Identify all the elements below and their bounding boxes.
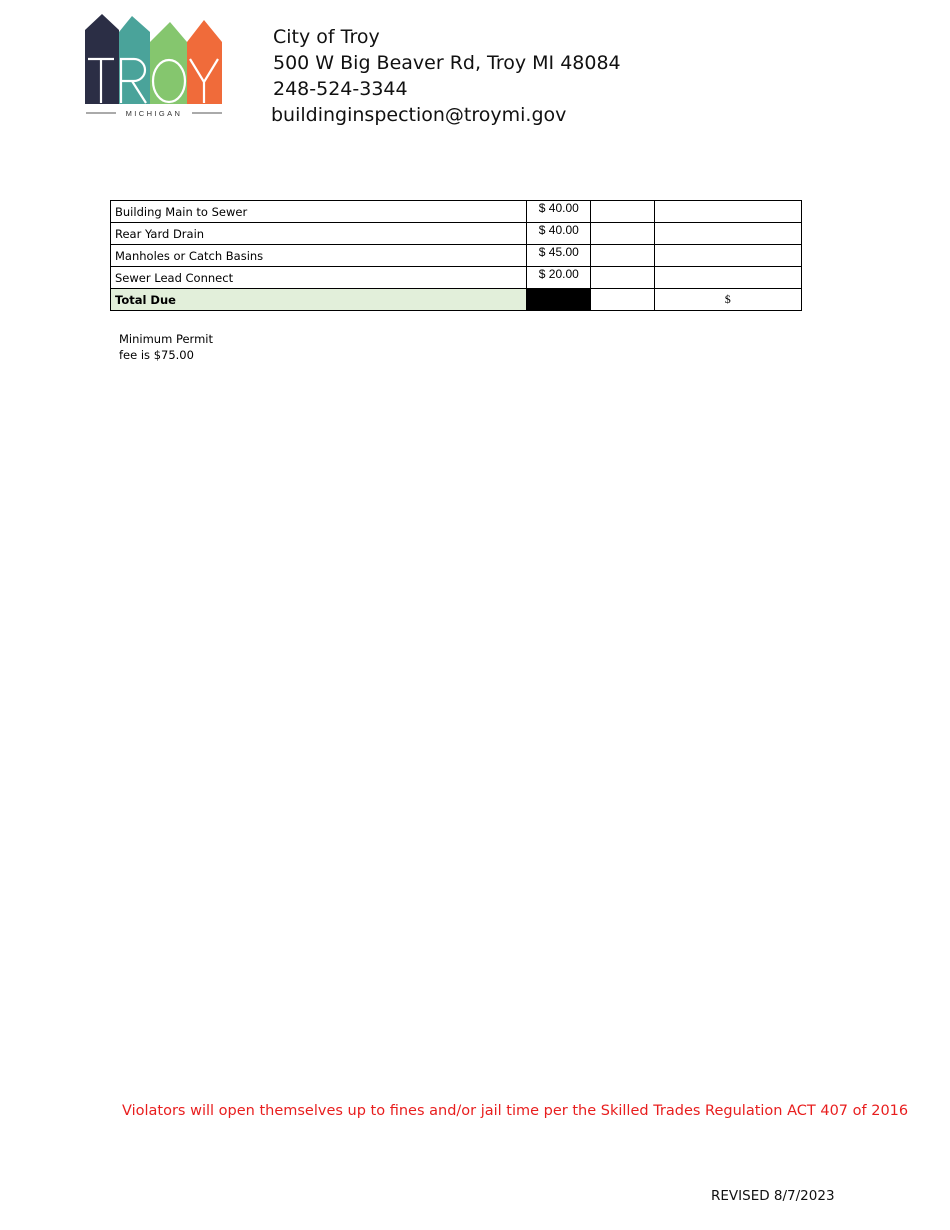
address: 500 W Big Beaver Rd, Troy MI 48084 (273, 52, 621, 74)
row-amount (654, 267, 801, 289)
row-qty[interactable] (591, 245, 654, 267)
total-label: Total Due (111, 289, 527, 311)
total-blackout-cell (527, 289, 591, 311)
row-amount (654, 201, 801, 223)
logo-subtitle: MICHIGAN (125, 109, 183, 118)
table-row (111, 223, 802, 245)
row-price: $ 40.00 (527, 201, 591, 223)
org-name: City of Troy (273, 26, 380, 48)
fee-table (110, 200, 802, 311)
email: buildinginspection@troymi.gov (271, 104, 567, 126)
row-amount (654, 223, 801, 245)
row-amount (654, 245, 801, 267)
row-price: $ 40.00 (527, 223, 591, 245)
row-qty[interactable] (591, 201, 654, 223)
row-label: Manholes or Catch Basins (111, 245, 527, 267)
revised-date: REVISED 8/7/2023 (711, 1188, 835, 1204)
total-row (111, 289, 802, 311)
note-line-2: fee is $75.00 (119, 348, 194, 362)
troy-logo (84, 12, 224, 120)
note-line-1: Minimum Permit (119, 332, 213, 346)
row-label: Rear Yard Drain (111, 223, 527, 245)
row-price: $ 45.00 (527, 245, 591, 267)
total-qty (591, 289, 654, 311)
row-label: Sewer Lead Connect (111, 267, 527, 289)
row-qty[interactable] (591, 267, 654, 289)
minimum-fee-note (119, 331, 213, 363)
violators-warning: Violators will open themselves up to fines and/or jail time per the Skilled Trades Regulation ACT 407 of 2016 (122, 1103, 909, 1119)
contact-block (273, 24, 621, 128)
table-row (111, 201, 802, 223)
row-qty[interactable] (591, 223, 654, 245)
total-amount: $ (654, 289, 801, 311)
phone: 248-524-3344 (273, 78, 408, 100)
table-row (111, 267, 802, 289)
row-price: $ 20.00 (527, 267, 591, 289)
table-row (111, 245, 802, 267)
row-label: Building Main to Sewer (111, 201, 527, 223)
